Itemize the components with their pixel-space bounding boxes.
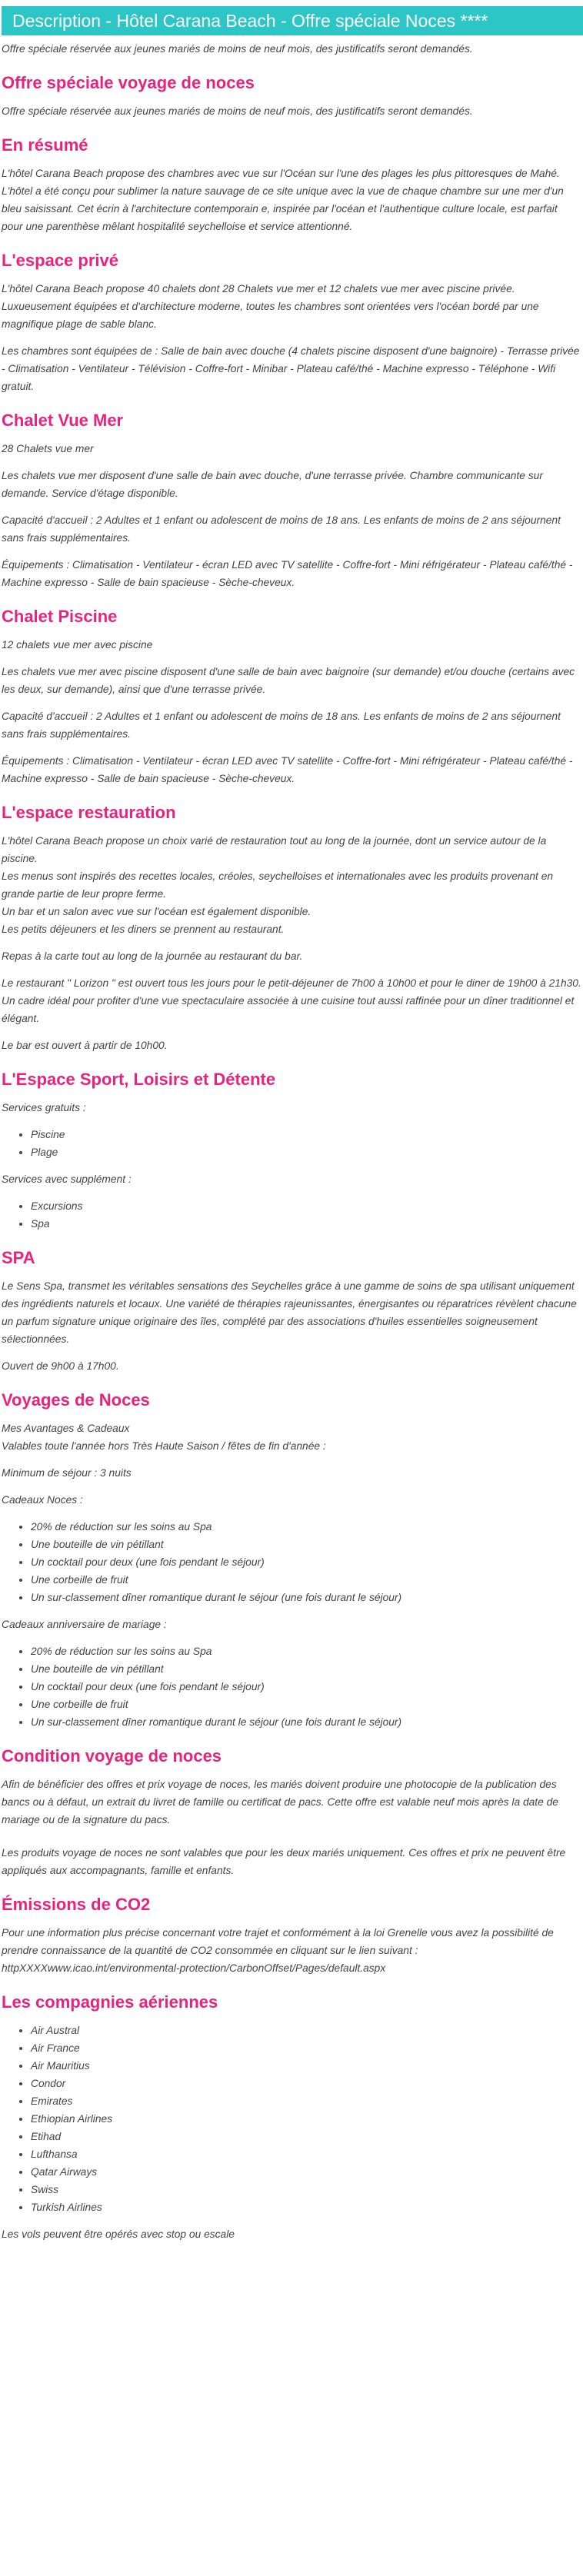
validity-line: Valables toute l'année hors Très Haute Saison / fêtes de fin d'année : [2,1440,326,1452]
list-item: • Plage [31,1143,581,1161]
co2-heading: Émissions de CO2 [2,1895,151,1914]
bar-hours: Le bar est ouvert à partir de 10h00. [2,1040,168,1051]
list-item: • Condor [31,2075,581,2092]
page-title-banner: Description - Hôtel Carana Beach - Offre spéciale Noces **** [2,6,583,35]
list-item: • Une corbeille de fruit [31,1696,581,1713]
co2-text [2,1924,581,1977]
chalet-pool-count: 12 chalets vue mer avec piscine [2,639,153,651]
list-item: • Piscine [31,1126,581,1143]
list-item: • 20% de réduction sur les soins au Spa [31,1642,581,1660]
restaurant-setting: Un cadre idéal pour profiter d'une vue spectaculaire associée à une cuisine tout aussi raffinée pour un dîner traditionnel et élégant. [2,995,575,1024]
room-equipment-text: Les chambres sont équipées de : Salle de bain avec douche (4 chalets piscine disposent d'une baignoire) - Terrasse privée - Climatisation - Ventilateur - Télévision - Coffre-fort - Minibar - Plateau café/thé - Machine expresso - Téléphone - Wifi gratuit. [2,345,580,392]
list-item: • Etihad [31,2128,581,2145]
spa-hours: Ouvert de 9h00 à 17h00. [2,1360,119,1372]
list-item: • Emirates [31,2092,581,2110]
restaurant-lorizon [2,974,581,1027]
list-item: • Une bouteille de vin pétillant [31,1660,581,1678]
chalet-pool-heading: Chalet Piscine [2,607,118,626]
list-item: • Un cocktail pour deux (une fois pendant le séjour) [31,1678,581,1696]
summary-heading: En résumé [2,135,88,155]
paid-services-label: Services avec supplément : [2,1173,132,1185]
chalet-pool-description: Les chalets vue mer avec piscine disposent d'une salle de bain avec baignoire (sur demande) et/ou douche (certains avec les deux, sur demande), ainsi que d'une terrasse privée. [2,666,575,695]
free-services-list [2,1126,581,1161]
condition-heading: Condition voyage de noces [2,1746,222,1766]
restaurant-line: Les petits déjeuners et les diners se prennent au restaurant. [2,924,285,935]
offer-text: Offre spéciale réservée aux jeunes mariés de moins de neuf mois, des justificatifs seront demandés. [2,105,473,117]
co2-description: Pour une information plus précise concernant votre trajet et conformément à la loi Grenelle vous avez la possibilité de prendre connaissance de la quantité de CO2 consommée en cliquant sur le lien suivant : [2,1927,554,1956]
paid-services-list [2,1197,581,1233]
intro-text: Offre spéciale réservée aux jeunes mariés de moins de neuf mois, des justificatifs seront demandés. [2,43,473,55]
restaurant-line: Les menus sont inspirés des recettes locales, créoles, seychelloises et internationales avec les produits provenant en grande partie de leur propre ferme. [2,870,554,900]
offer-heading: Offre spéciale voyage de noces [2,73,255,92]
honeymoon-heading: Voyages de Noces [2,1390,150,1409]
advantages-line: Mes Avantages & Cadeaux [2,1423,130,1434]
list-item: • Spa [31,1215,581,1233]
list-item: • Un sur-classement dîner romantique durant le séjour (une fois durant le séjour) [31,1713,581,1731]
restaurant-line: Un bar et un salon avec vue sur l'océan est également disponible. [2,906,311,917]
private-space-text: L'hôtel Carana Beach propose 40 chalets dont 28 Chalets vue mer et 12 chalets vue mer avec piscine privée. Luxueusement équipées et d'architecture moderne, toutes les chambres sont orientées vers l'océan bordé par une magnifique plage de sable blanc. [2,283,539,330]
chalet-sea-description: Les chalets vue mer disposent d'une salle de bain avec douche, d'une terrasse privée. Chambre communicante sur demande. Service d'étage disponible. [2,470,543,499]
chalet-sea-equipment: Équipements : Climatisation - Ventilateur - écran LED avec TV satellite - Coffre-fort - Mini réfrigérateur - Plateau café/thé - Machine expresso - Salle de bain spacieuse - Sèche-cheveux. [2,559,573,588]
list-item: • Excursions [31,1197,581,1215]
condition-text: Afin de bénéficier des offres et prix voyage de noces, les mariés doivent produire une photocopie de la publication des bancs ou à défaut, un extrait du livret de famille ou certificat de pacs. Cette offre est valable neuf mois après la date de mariage ou de la signature du pacs. [2,1779,558,1825]
anniversary-gifts-label: Cadeaux anniversaire de mariage : [2,1619,167,1630]
list-item: • Air France [31,2039,581,2057]
list-item: • Air Austral [31,2022,581,2039]
summary-text: L'hôtel Carana Beach propose des chambres avec vue sur l'Océan sur l'une des plages les plus pittoresques de Mahé. L'hôtel a été conçu pour sublimer la nature sauvage de ce site unique avec la vue de chaque chambre sur une mer d'un bleu saisissant. Cet écrin à l'architecture contemporain e, inspirée par l'océan et l'authentique culture locale, est parfait pour une parenthèse mêlant hospitalité seychelloise et service attentionné. [2,168,564,232]
restaurant-a-la-carte: Repas à la carte tout au long de la journée au restaurant du bar. [2,950,303,962]
list-item: • Lufthansa [31,2145,581,2163]
list-item: • Un sur-classement dîner romantique durant le séjour (une fois durant le séjour) [31,1589,581,1606]
co2-link[interactable]: httpXXXXwww.icao.int/environmental-protection/CarbonOffset/Pages/default.aspx [2,1962,386,1974]
list-item: • Une bouteille de vin pétillant [31,1536,581,1553]
list-item: • Air Mauritius [31,2057,581,2075]
list-item: • 20% de réduction sur les soins au Spa [31,1518,581,1536]
anniversary-gifts-list [2,1642,581,1731]
chalet-pool-equipment: Équipements : Climatisation - Ventilateur - écran LED avec TV satellite - Coffre-fort - Mini réfrigérateur - Plateau café/thé - Machine expresso - Salle de bain spacieuse - Sèche-cheveux. [2,755,573,784]
honeymoon-gifts-label: Cadeaux Noces : [2,1494,83,1506]
airlines-heading: Les compagnies aériennes [2,1992,218,2012]
honeymoon-gifts-list [2,1518,581,1606]
spa-text: Le Sens Spa, transmet les véritables sensations des Seychelles grâce à une gamme de soins de spa utilisant uniquement des ingrédients naturels et locaux. Une variété de thérapies rajeunissantes, énergisantes ou réparatrices révèlent chacune un parfum signature unique originaire des îles, complété par des associations d'huiles essentielles soigneusement sélectionnées. [2,1280,577,1345]
restaurant-hours: Le restaurant " Lorizon " est ouvert tous les jours pour le petit-déjeuner de 7h00 à 10h00 et pour le diner de 19h00 à 21h30. [2,977,581,989]
minimum-stay: Minimum de séjour : 3 nuits [2,1467,132,1479]
list-item: • Qatar Airways [31,2163,581,2181]
restaurant-line: L'hôtel Carana Beach propose un choix varié de restauration tout au long de la journée, dont un service autour de la piscine. [2,835,547,864]
private-space-heading: L'espace privé [2,251,118,270]
chalet-pool-capacity: Capacité d'accueil : 2 Adultes et 1 enfant ou adolescent de moins de 18 ans. Les enfants de moins de 2 ans séjournent sans frais supplémentaires. [2,711,561,740]
restaurant-heading: L'espace restauration [2,803,176,822]
list-item: • Ethiopian Airlines [31,2110,581,2128]
list-item: • Swiss [31,2181,581,2198]
condition-note: Les produits voyage de noces ne sont valables que pour les deux mariés uniquement. Ces offres et prix ne peuvent être appliqués aux accompagnants, famille et enfants. [2,1847,566,1876]
honeymoon-advantages [2,1419,581,1455]
free-services-label: Services gratuits : [2,1102,86,1113]
restaurant-intro [2,832,581,938]
spa-heading: SPA [2,1248,35,1267]
airlines-note: Les vols peuvent être opérés avec stop ou escale [2,2228,235,2240]
list-item: • Une corbeille de fruit [31,1571,581,1589]
chalet-sea-count: 28 Chalets vue mer [2,443,94,454]
chalet-sea-heading: Chalet Vue Mer [2,411,124,430]
airlines-list [2,2022,581,2216]
sport-heading: L'Espace Sport, Loisirs et Détente [2,1070,276,1089]
chalet-sea-capacity: Capacité d'accueil : 2 Adultes et 1 enfant ou adolescent de moins de 18 ans. Les enfants de moins de 2 ans séjournent sans frais supplémentaires. [2,514,561,544]
description-content [0,40,583,2243]
list-item: • Turkish Airlines [31,2198,581,2216]
list-item: • Un cocktail pour deux (une fois pendant le séjour) [31,1553,581,1571]
